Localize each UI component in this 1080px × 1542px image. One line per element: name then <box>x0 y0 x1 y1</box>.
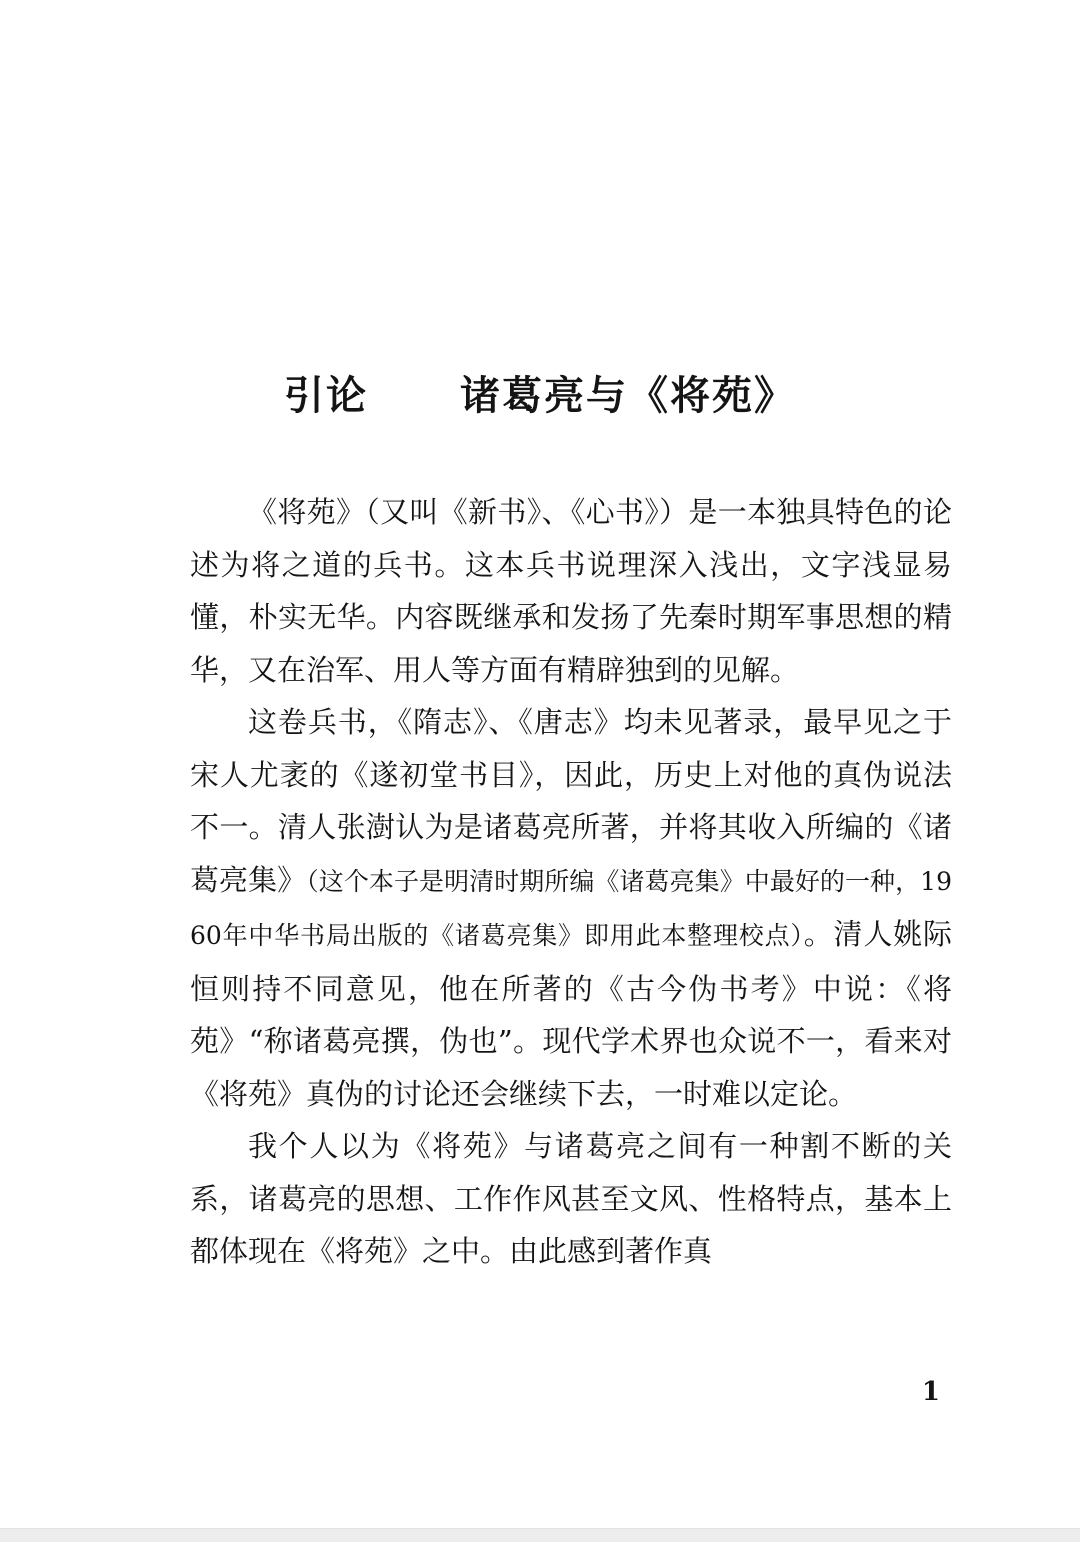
body-text <box>190 486 952 1278</box>
paragraph-2-note: （这个本子是明清时期所编《诸葛亮集》中最好的一种，1960年中华书局出版的《诸葛亮集》即用此本整理校点） <box>190 866 952 950</box>
chapter-title <box>0 368 1080 424</box>
chapter-name: 诸葛亮与《将苑》 <box>460 372 796 419</box>
page-number: 1 <box>921 1377 940 1407</box>
viewer-bottom-bar <box>0 1528 1080 1542</box>
paragraph-2-part-2: 。清人姚际恒则持不同意见，他在所著的《古今伪书考》中说：《将苑》“称诸葛亮撰，伪也”。现代学术界也众说不一，看来对《将苑》真伪的讨论还会继续下去，一时难以定论。 <box>190 917 952 1111</box>
paragraph-3: 我个人以为《将苑》与诸葛亮之间有一种割不断的关系，诸葛亮的思想、工作作风甚至文风、性格特点，基本上都体现在《将苑》之中。由此感到著作真 <box>190 1129 952 1268</box>
chapter-label: 引论 <box>284 372 368 419</box>
paragraph-2 <box>190 696 952 1120</box>
paragraph-2-part-1: 这卷兵书，《隋志》、《唐志》均未见著录，最早见之于宋人尤袤的《遂初堂书目》，因此，历史上对他的真伪说法不一。清人张澍认为是诸葛亮所著，并将其收入所编的《诸葛亮集》 <box>190 705 952 897</box>
paragraph-1: 《将苑》（又叫《新书》、《心书》）是一本独具特色的论述为将之道的兵书。这本兵书说理深入浅出，文字浅显易懂，朴实无华。内容既继承和发扬了先秦时期军事思想的精华，又在治军、用人等方面有精辟独到的见解。 <box>190 495 952 687</box>
